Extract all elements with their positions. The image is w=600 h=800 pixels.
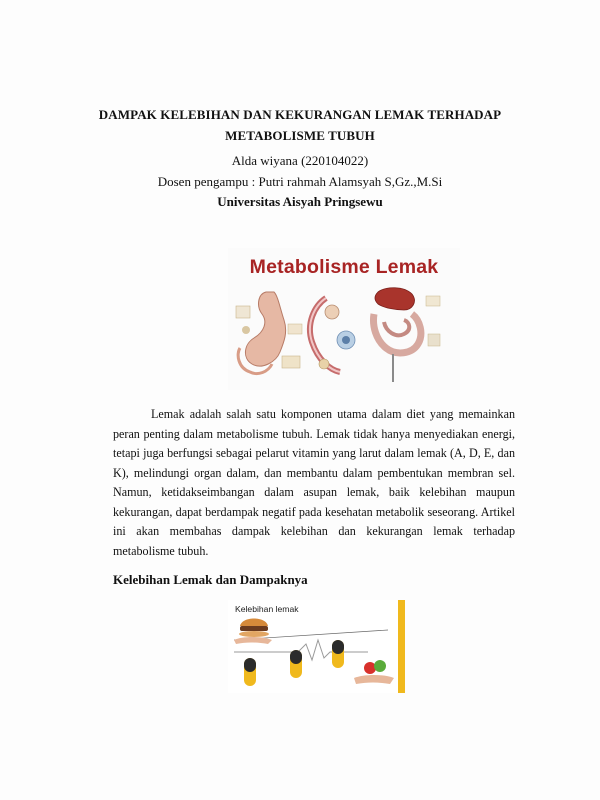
metabolism-illustration	[228, 284, 460, 390]
document-title	[60, 104, 540, 146]
metabolism-figure	[228, 248, 460, 390]
excess-fat-figure-title: Kelebihan lemak	[235, 604, 299, 614]
accent-bar	[398, 600, 405, 693]
section-heading: Kelebihan Lemak dan Dampaknya	[113, 572, 308, 587]
lecturer-line: Dosen pengampu : Putri rahmah Alamsyah S,Gz.,M.Si	[157, 174, 443, 189]
fruit-icon	[354, 660, 394, 684]
liver-illustration	[374, 288, 441, 382]
capsule-icon	[244, 640, 344, 686]
title-line-2: METABOLISME TUBUH	[225, 128, 375, 143]
title-line-1: DAMPAK KELEBIHAN DAN KEKURANGAN LEMAK TERHADAP	[98, 107, 502, 122]
intro-paragraph-text: Lemak adalah salah satu komponen utama dalam diet yang memainkan peran penting dalam metabolisme tubuh. Lemak tidak hanya menyediakan energi, tetapi juga berfungsi sebagai pelarut vitamin yang larut dalam lemak (A, D, E, dan K), melindungi organ dalam, dan membantu dalam pembentukan membran sel. Namun, ketidakseimbangan dalam asupan lemak, baik kelebihan maupun kekurangan, dapat berdampak negatif pada kesehatan metabolik seseorang. Artikel ini akan membahas dampak kelebihan dan kekurangan lemak terhadap metabolisme tubuh.	[113, 407, 515, 558]
intro-paragraph	[113, 405, 515, 561]
excess-fat-figure	[228, 600, 405, 693]
university-line: Universitas Aisyah Pringsewu	[217, 194, 383, 209]
burger-icon	[234, 619, 272, 645]
metabolism-figure-title: Metabolisme Lemak	[249, 256, 439, 278]
author-line: Alda wiyana (220104022)	[231, 153, 369, 168]
